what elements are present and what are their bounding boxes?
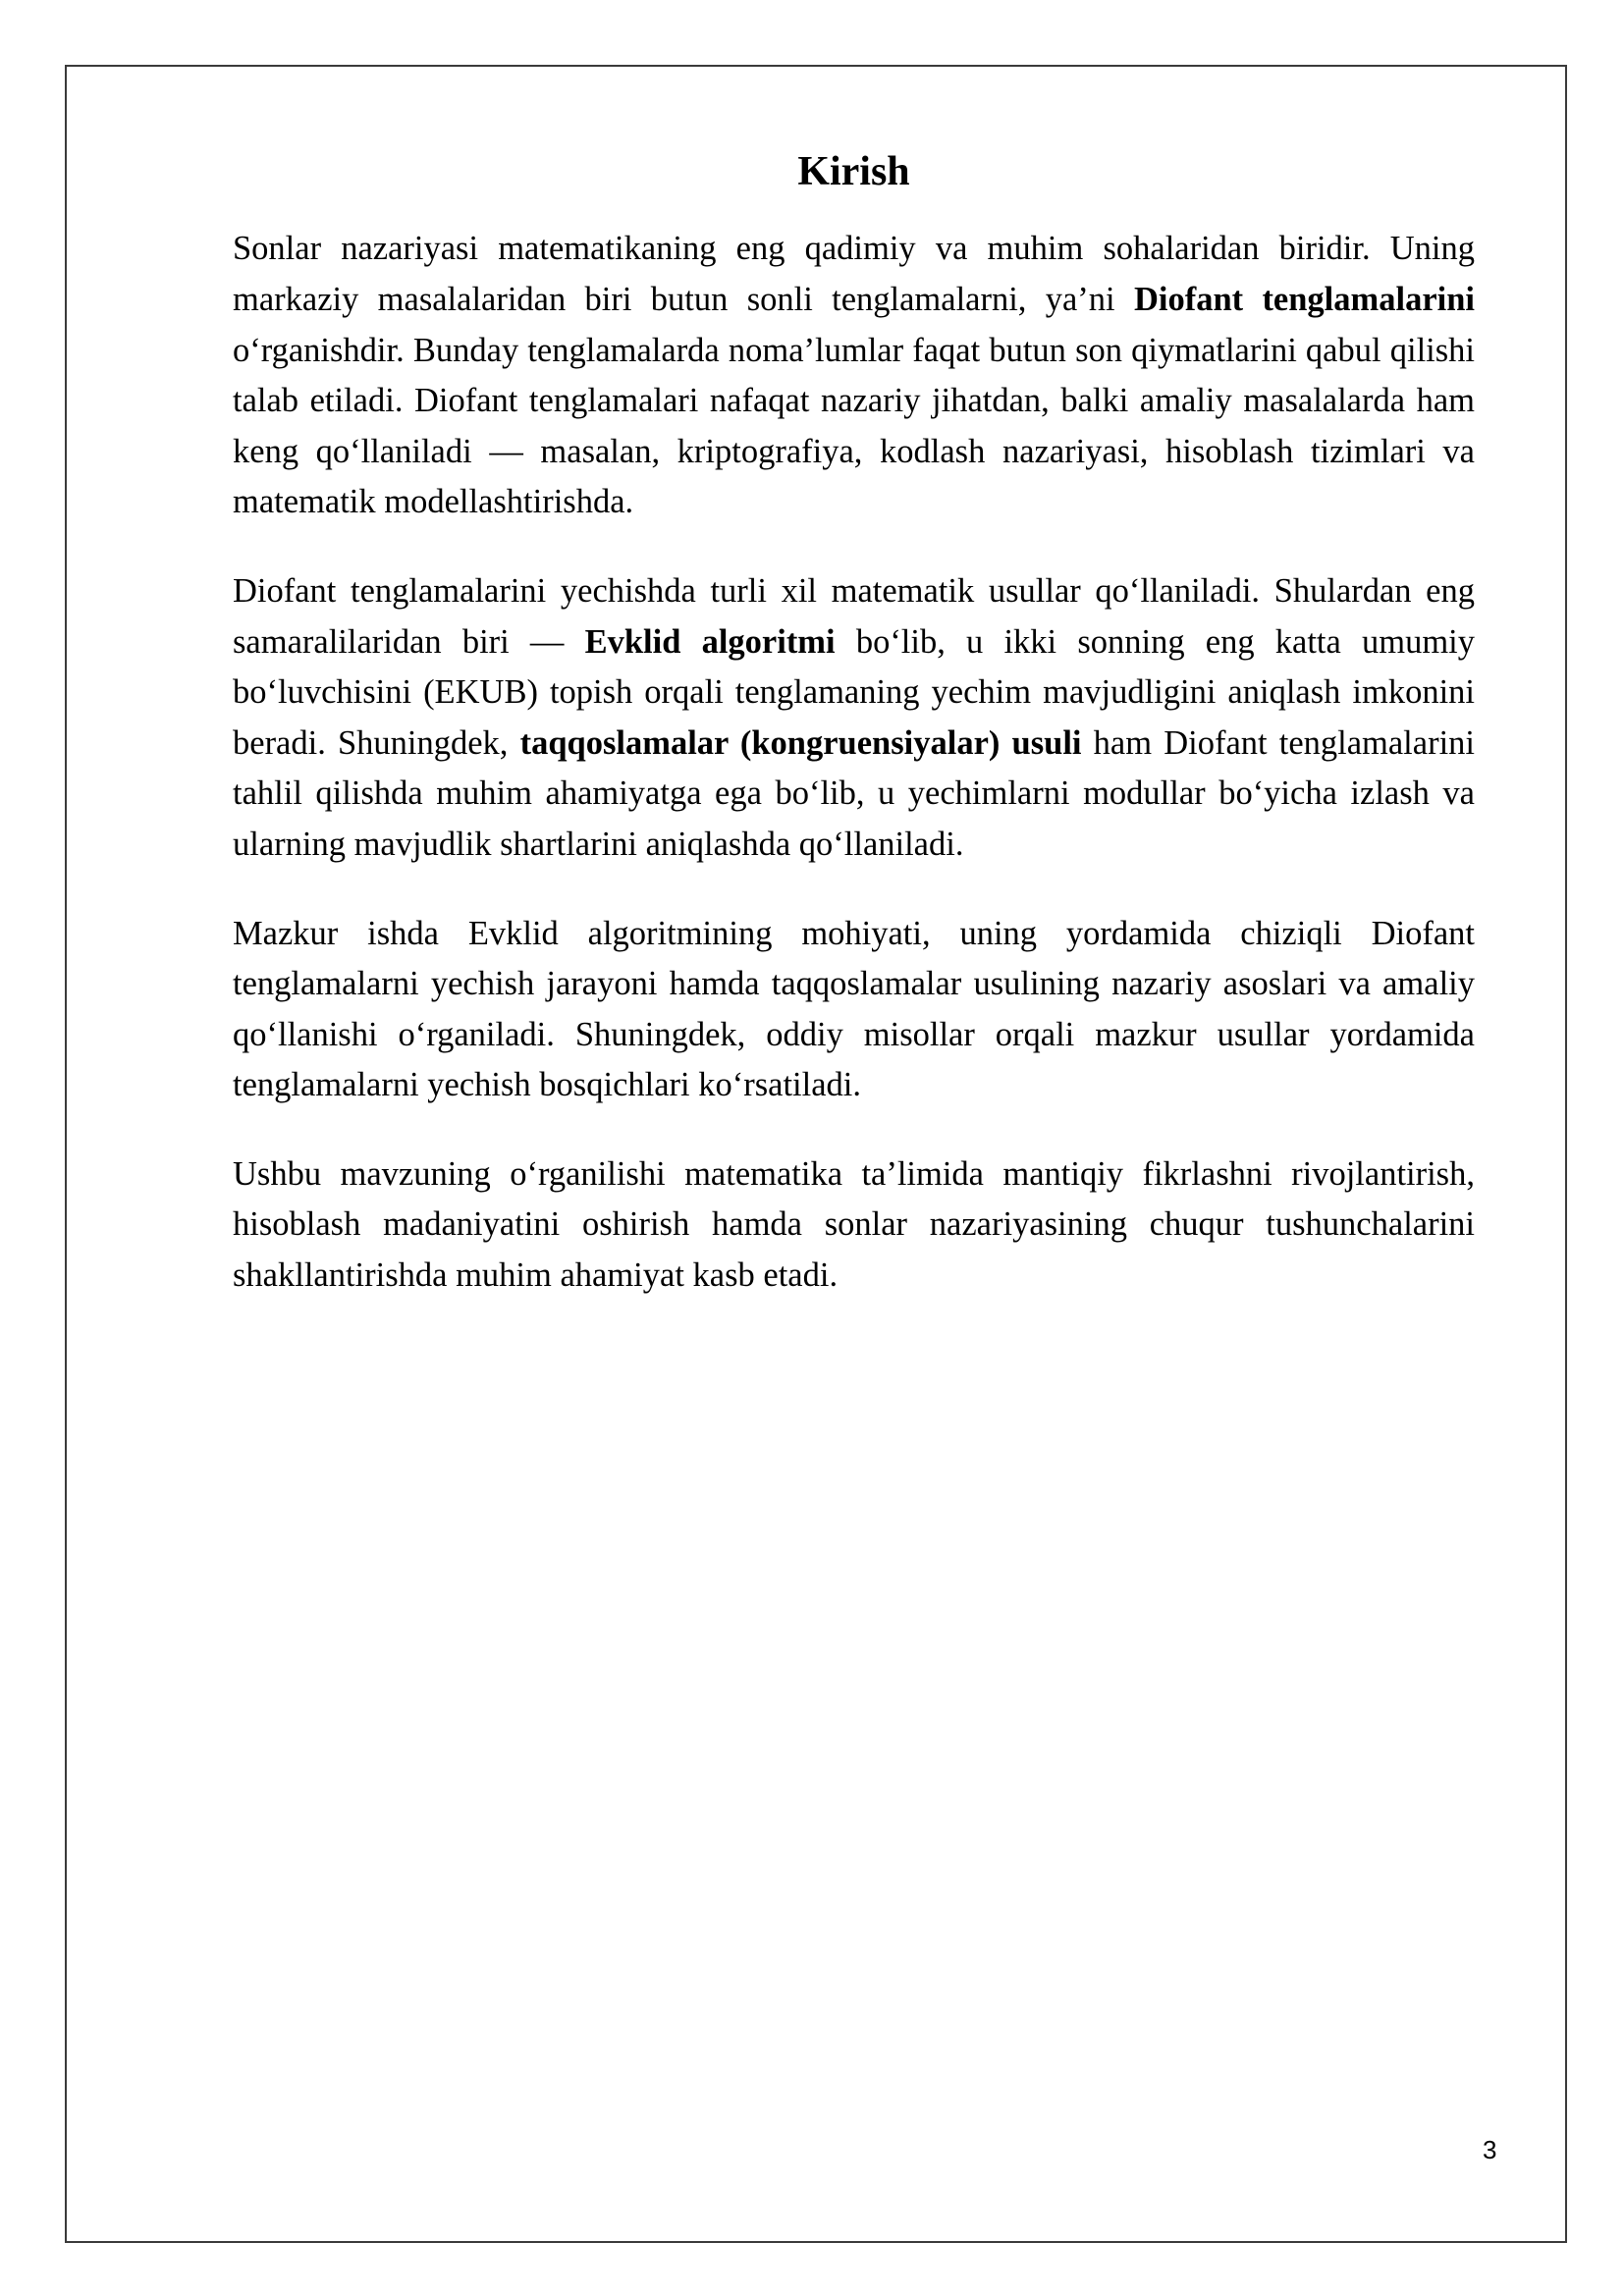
bold-term-taqqoslamalar: taqqoslamalar (kongruensiyalar) usuli — [519, 723, 1082, 762]
page-number: 3 — [1483, 2135, 1497, 2164]
paragraph-methods — [233, 566, 1475, 871]
bold-term-diofant: Diofant tenglamalarini — [1133, 280, 1476, 318]
page-content — [233, 147, 1475, 1340]
paragraph-significance — [233, 1149, 1475, 1302]
paragraph-intro — [233, 224, 1475, 528]
text-segment: Mazkur ishda Evklid algoritmining mohiyati, uning yordamida chiziqli Diofant tenglamalarni yechish jarayoni hamda taqqoslamalar usulining nazariy asoslari va amaliy qo‘llanishi o‘rganiladi. Shuningdek, oddiy misollar orqali mazkur usullar yordamida tenglamalarni yechish bosqichlari ko‘rsatiladi. — [233, 914, 1475, 1104]
paragraph-scope — [233, 909, 1475, 1111]
text-segment: Sonlar nazariyasi matematikaning eng qadimiy va muhim sohalaridan biridir. Uning markaziy masalalaridan biri butun sonli tenglamalarni, ya’ni — [233, 230, 1475, 318]
text-segment: ham Diofant tenglamalarini tahlil qilishda muhim ahamiyatga ega bo‘lib, u yechimlarni modullar bo‘yicha izlash va ularning mavjudlik shartlarini aniqlashda qo‘llaniladi. — [233, 723, 1475, 863]
text-segment: Diofant tenglamalarini yechishda turli xil matematik usullar qo‘llaniladi. Shulardan eng samaralilaridan biri — — [233, 571, 1475, 661]
text-segment: o‘rganishdir. Bunday tenglamalarda noma’lumlar faqat butun son qiymatlarini qabul qilishi talab etiladi. Diofant tenglamalari nafaqat nazariy jihatdan, balki amaliy masalalarda ham keng qo‘llaniladi — masalan, kriptografiya, kodlash nazariyasi, hisoblash tizimlari va matematik modellashtirishda. — [233, 331, 1475, 521]
text-segment: bo‘lib, u ikki sonning eng katta umumiy bo‘luvchisini (EKUB) topish orqali tenglamaning yechim mavjudligini aniqlash imkonini beradi. Shuningdek, — [233, 622, 1475, 762]
section-title: Kirish — [797, 149, 910, 194]
text-segment: Ushbu mavzuning o‘rganilishi matematika ta’limida mantiqiy fikrlashni rivojlantirish, hisoblash madaniyatini oshirish hamda sonlar nazariyasining chuqur tushunchalarini shakllantirishda muhim ahamiyat kasb etadi. — [233, 1154, 1475, 1295]
bold-term-evklid: Evklid algoritmi — [584, 622, 836, 661]
